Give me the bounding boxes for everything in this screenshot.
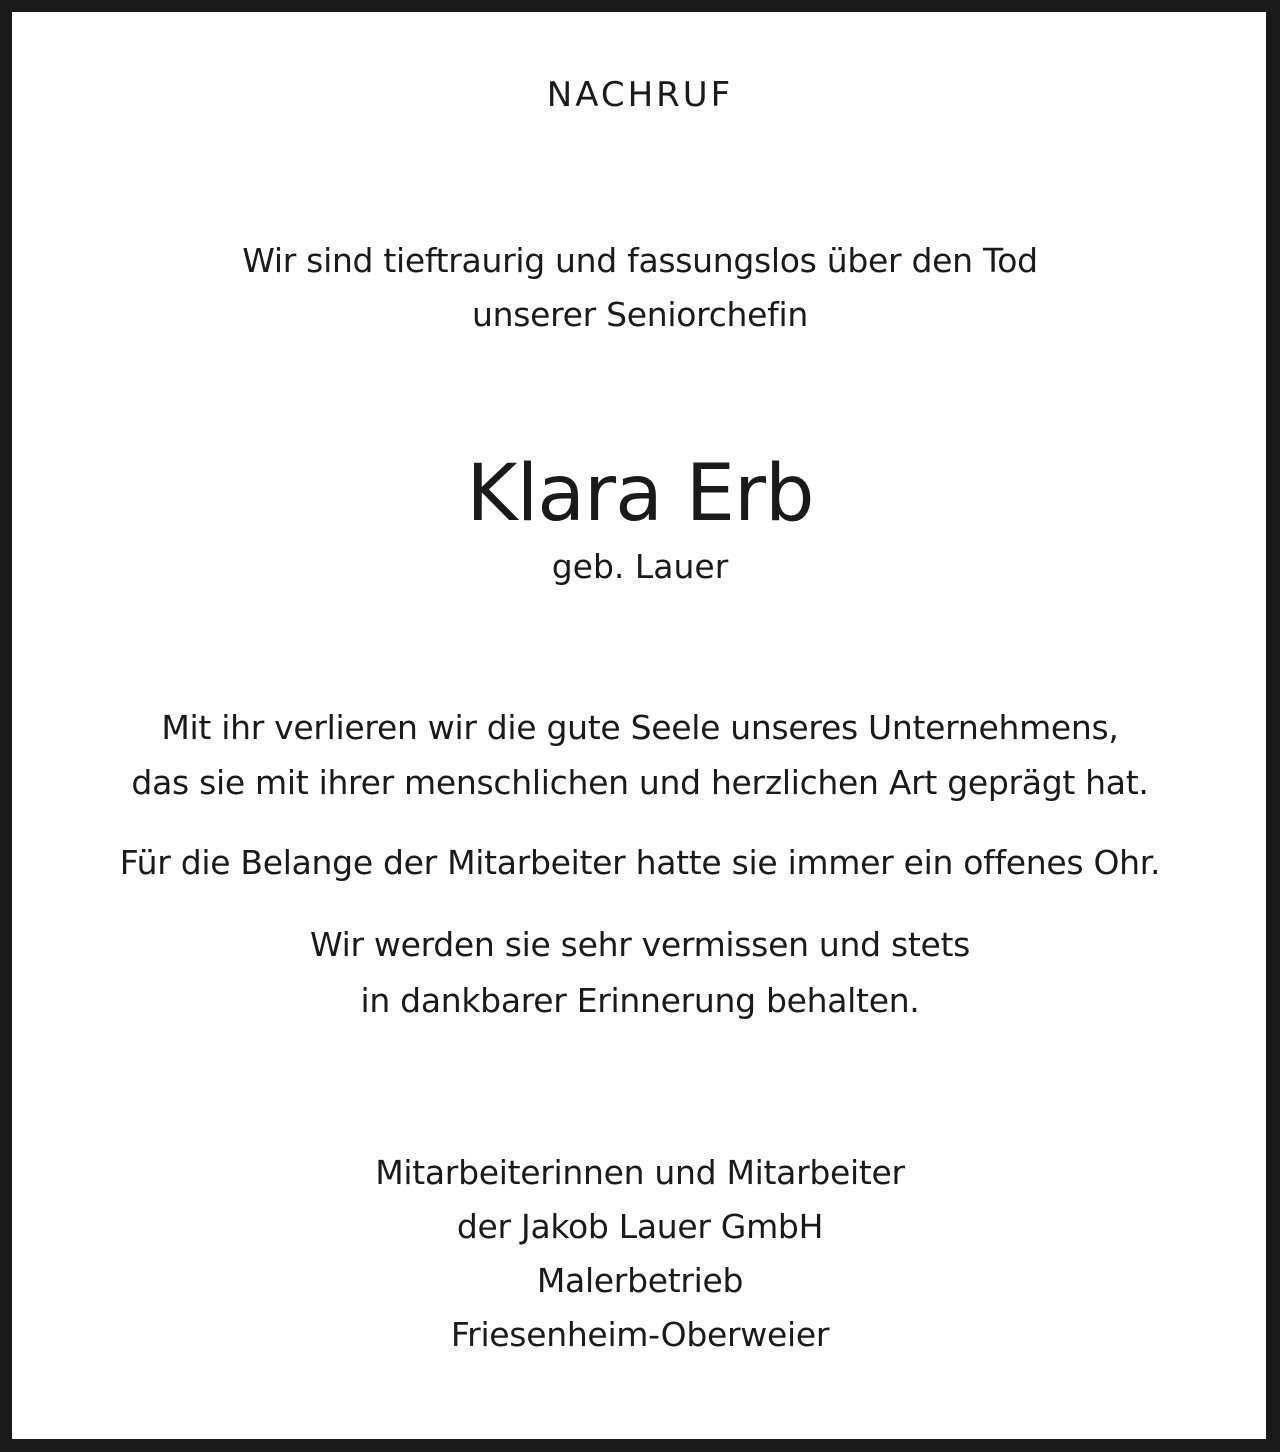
tribute-line-4: Wir werden sie sehr vermissen und stets bbox=[309, 925, 971, 964]
intro-line-1: Wir sind tieftraurig und fassungslos über den Tod bbox=[242, 241, 1038, 280]
signature-trade: Malerbetrieb bbox=[536, 1261, 744, 1300]
intro-line-2: unserer Seniorchefin bbox=[472, 295, 808, 334]
signature-location: Friesenheim-Oberweier bbox=[450, 1315, 830, 1354]
tribute-line-3: Für die Belange der Mitarbeiter hatte sie immer ein offenes Ohr. bbox=[119, 843, 1161, 882]
notice-heading: NACHRUF bbox=[546, 75, 734, 115]
tribute-line-5: in dankbarer Erinnerung behalten. bbox=[360, 981, 920, 1020]
tribute-line-2: das sie mit ihrer menschlichen und herzlichen Art geprägt hat. bbox=[131, 763, 1149, 802]
deceased-name: Klara Erb bbox=[466, 449, 814, 539]
maiden-name: geb. Lauer bbox=[551, 547, 729, 586]
signature-line-1: Mitarbeiterinnen und Mitarbeiter bbox=[375, 1153, 905, 1192]
tribute-line-1: Mit ihr verlieren wir die gute Seele unseres Unternehmens, bbox=[161, 708, 1119, 747]
signature-company: der Jakob Lauer GmbH bbox=[456, 1207, 824, 1246]
